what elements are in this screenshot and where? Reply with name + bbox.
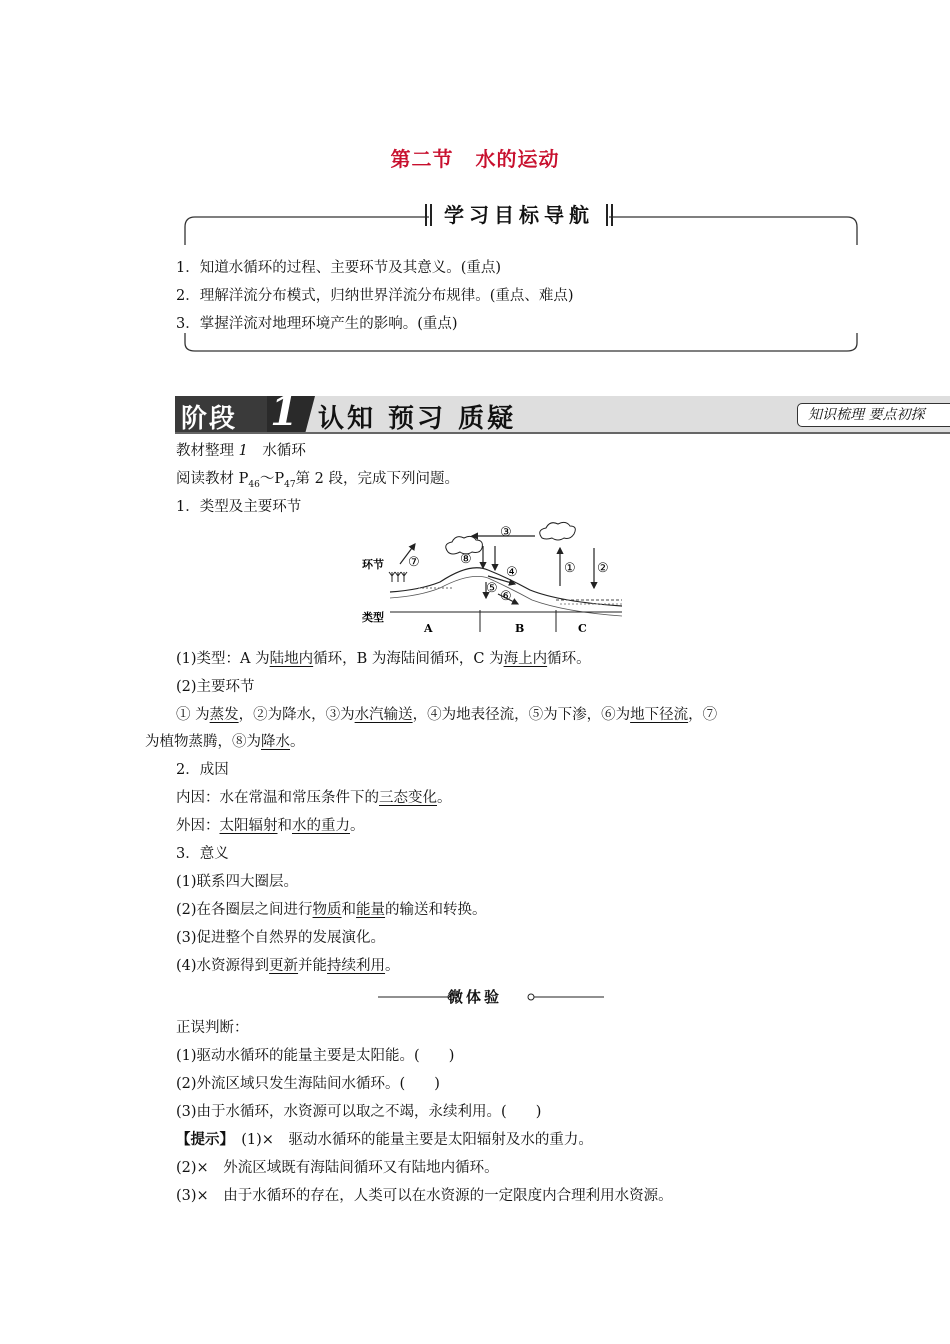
significance-item: (4)水资源得到更新并能持续利用。 [176,958,400,974]
objective-item: 2．理解洋流分布模式，归纳世界洋流分布规律。(重点、难点) [176,288,574,304]
experience-heading: 微体验 [447,988,502,1006]
hint-answer: 【提示】 (1)× 驱动水循环的能量主要是太阳辐射及水的重力。 [176,1131,593,1148]
marker-7: ⑦ [408,555,420,570]
diagram-label-links: 环节 [362,558,384,571]
links-paragraph-cont: 为植物蒸腾，⑧为降水。 [145,734,305,750]
stage-tag: 知识梳理 要点初探 [797,403,950,427]
marker-6: ⑥ [500,589,512,604]
types-heading: 1．类型及主要环节 [176,499,302,515]
stage-label: 阶段 [181,404,238,434]
links-heading: (2)主要环节 [176,679,255,695]
marker-1: ① [564,561,576,576]
objective-item: 1．知道水循环的过程、主要环节及其意义。(重点) [176,260,502,276]
water-cycle-diagram [360,520,625,638]
significance-item: (3)促进整个自然界的发展演化。 [176,930,386,946]
zone-a: A [424,622,433,635]
hint-answer: (2)× 外流区域既有海陆间循环又有陆地内循环。 [176,1160,499,1176]
objective-item: 3．掌握洋流对地理环境产生的影响。(重点) [176,316,458,332]
judge-label: 正误判断： [176,1020,249,1036]
cloud-icon [540,522,576,540]
material-heading: 教材整理 1 水循环 [176,443,306,459]
section-title: 第二节 水的运动 [390,147,560,171]
stage-number: 1 [270,388,298,435]
marker-8: ⑧ [460,552,472,567]
marker-4: ④ [506,565,518,580]
marker-2: ② [597,561,609,576]
objectives-heading: 学习目标导航 [429,200,609,230]
significance-item: (2)在各圈层之间进行物质和能量的输送和转换。 [176,902,487,918]
zone-c: C [578,622,587,635]
plant-icon [389,572,407,582]
stage-title: 认知 预习 质疑 [318,404,517,434]
causes-inner: 内因：水在常温和常压条件下的三态变化。 [176,790,452,806]
causes-outer: 外因：太阳辐射和水的重力。 [176,818,365,834]
significance-item: (1)联系四大圈层。 [176,874,299,890]
types-paragraph: (1)类型：A 为陆地内循环，B 为海陆间循环，C 为海上内循环。 [176,651,591,667]
causes-heading: 2．成因 [176,762,229,778]
marker-3: ③ [500,525,512,540]
question-item: (1)驱动水循环的能量主要是太阳能。( ) [176,1048,455,1064]
question-item: (2)外流区域只发生海陆间水循环。( ) [176,1076,440,1092]
significance-heading: 3．意义 [176,846,229,862]
marker-5: ⑤ [486,581,498,596]
question-item: (3)由于水循环，水资源可以取之不竭，永续利用。( ) [176,1104,542,1120]
reading-instruction: 阅读教材 $P_{46}\sim P_{47}$第 2 段，完成下列问题。 [176,471,459,490]
links-paragraph: ① 为蒸发，②为降水，③为水汽输送，④为地表径流，⑤为下渗，⑥为地下径流，⑦ [176,707,718,723]
zone-b: B [515,622,525,635]
diagram-label-types: 类型 [362,611,384,624]
hint-answer: (3)× 由于水循环的存在，人类可以在水资源的一定限度内合理利用水资源。 [176,1188,673,1204]
